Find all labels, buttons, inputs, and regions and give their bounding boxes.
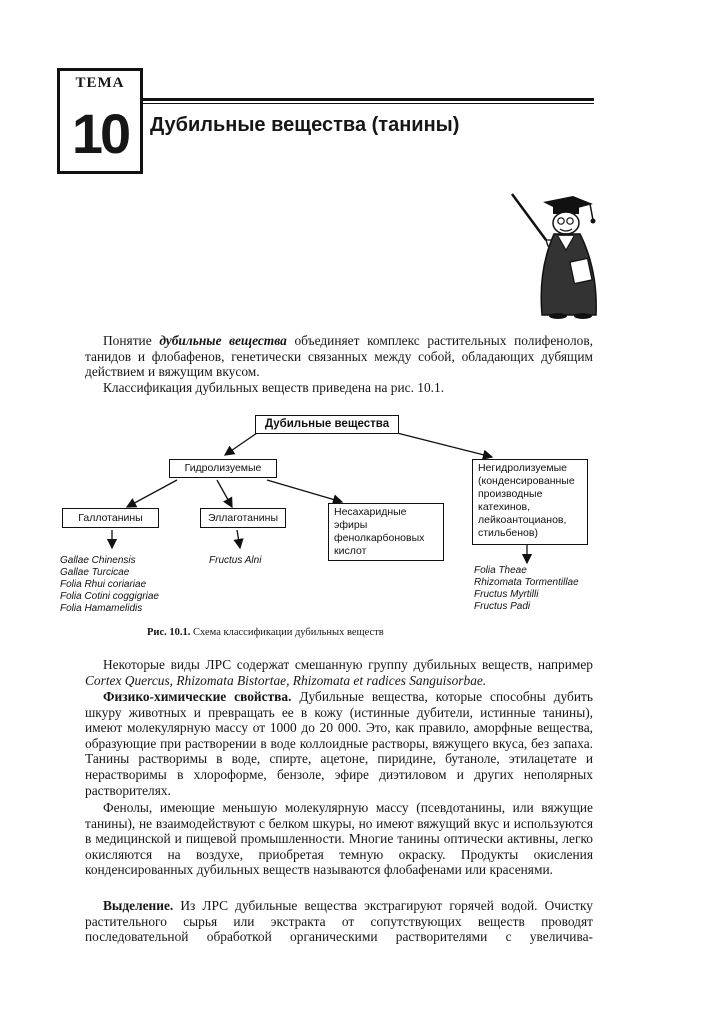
nonsugar-line: кислот (334, 545, 367, 557)
header-rule-thin (143, 103, 594, 104)
topic-label: ТЕМА (75, 75, 125, 91)
ellagitannins-box: Эллаготанины (200, 508, 286, 528)
properties-paragraph (85, 689, 593, 798)
species-item: Rhizomata Tormentillae (474, 577, 579, 588)
species-item: Fructus Alni (209, 555, 262, 566)
species-item: Folia Theae (474, 565, 527, 576)
nonhydrolyzable-line: стильбенов) (478, 527, 538, 539)
intro-text-start: Понятие (103, 333, 160, 348)
nonhydrolyzable-line: Негидролизуемые (478, 462, 567, 474)
properties-text: Дубильные вещества, которые способны дубить шкуру животных и превращать ее в кожу (истинные дубители, истинные танины), имеют молекулярную массу от 1000 до 20 000. Это, как правило, аморфные вещества, образующие при растворении в воде коллоидные растворы, вяжущего вкуса, без запаха. Танины растворимы в воде, спирте, ацетоне, пиридине, бутаноле, этилацетате и нерастворимы в хлороформе, бензоле, эфире диэтиловом и других неполярных растворителях. (85, 689, 593, 798)
root-box: Дубильные вещества (255, 415, 399, 434)
classification-diagram (57, 405, 657, 640)
condensed-species-list (474, 565, 579, 613)
header-rule (143, 98, 594, 101)
intro-term: дубильные вещества (159, 333, 287, 348)
nonhydrolyzable-box (472, 459, 588, 545)
nonsugar-line: эфиры (334, 519, 368, 531)
caption-label: Рис. 10.1. (147, 627, 191, 638)
nonsugar-line: фенолкарбоновых (334, 532, 425, 544)
isolation-paragraph (85, 898, 593, 945)
species-item: Fructus Padi (474, 601, 531, 612)
hydrolyzable-box: Гидролизуемые (169, 459, 277, 478)
chapter-title: Дубильные вещества (танины) (150, 114, 460, 136)
properties-heading: Физико-химические свойства. (103, 689, 292, 704)
species-item: Folia Rhui coriariae (60, 579, 147, 590)
intro-paragraph (85, 333, 593, 380)
figure-caption (147, 627, 384, 638)
nonsugar-line: Несахаридные (334, 506, 407, 518)
mixed-group-examples: Cortex Quercus, Rhizomata Bistortae, Rhizomata et radices Sanguisorbae. (85, 672, 487, 688)
nonhydrolyzable-line: катехинов, (478, 501, 530, 513)
nonhydrolyzable-line: (конденсированные (478, 475, 575, 487)
species-item: Folia Hamamelidis (60, 603, 143, 614)
caption-text: Схема классификации дубильных веществ (190, 627, 384, 638)
species-item: Gallae Chinensis (60, 555, 136, 566)
ellagitannin-species-list (209, 555, 261, 567)
topic-number-box (57, 68, 143, 174)
figure-reference: Классификация дубильных веществ приведена на рис. 10.1. (103, 380, 445, 395)
species-item: Folia Cotini coggigriae (60, 591, 159, 602)
mixed-group-text: Некоторые виды ЛРС содержат смешанную группу дубильных веществ, например (103, 657, 593, 672)
isolation-text: Из ЛРС дубильные вещества экстрагируют горячей водой. Очистку растительного сырья или экстракта от сопутствующих веществ проводят последовательной обработкой органическими растворителями с увеличива- (85, 898, 593, 945)
nonhydrolyzable-line: производные (478, 488, 543, 500)
isolation-heading: Выделение. (103, 898, 174, 913)
topic-number: 10 (71, 102, 129, 165)
gallotannins-box: Галлотанины (62, 508, 159, 528)
gallotannin-species-list (60, 555, 159, 615)
professor-illustration (508, 190, 608, 320)
species-item: Gallae Turcicae (60, 567, 130, 578)
nonsugar-esters-box (328, 503, 444, 561)
species-item: Fructus Myrtilli (474, 589, 539, 600)
phenols-paragraph: Фенолы, имеющие меньшую молекулярную массу (псевдотанины, или вяжущие танины), не взаимодействуют с белком шкуры, но имеют вяжущий вкус и используются в медицинской и пищевой промышленности. Многие танины оптически активны, легко окисляются на воздухе, приобретая темную окраску. Продукты окисления конденсированных дубильных веществ называются флобафенами или красенями. (85, 800, 593, 878)
mixed-group-paragraph (85, 657, 593, 688)
intro-text-rest: объединяет комплекс растительных полифенолов, танидов и флобафенов, генетически связанных между собой, обладающих дубящим действием и вяжущим вкусом. (85, 333, 593, 380)
nonhydrolyzable-line: лейкоантоцианов, (478, 514, 567, 526)
